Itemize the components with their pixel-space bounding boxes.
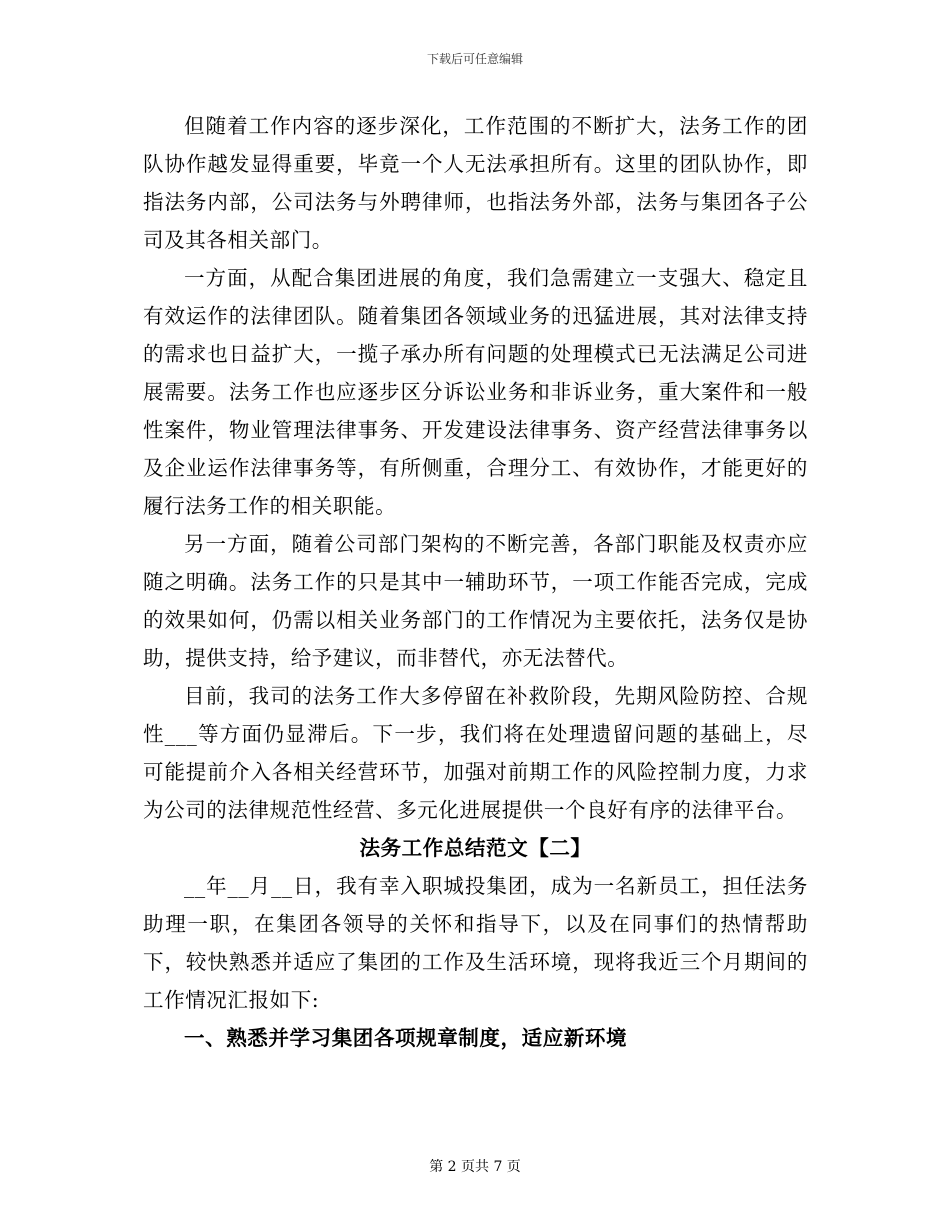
document-body (143, 107, 808, 1057)
page-number: 第 2 页共 7 页 (429, 1159, 521, 1175)
paragraph-team-collaboration: 但随着工作内容的逐步深化，工作范围的不断扩大，法务工作的团队协作越发显得重要，毕竟一个人无法承担所有。这里的团队协作，即指法务内部，公司法务与外聘律师，也指法务外部，法务与集团各子公司及其各相关部门。 (143, 114, 808, 252)
section-title: 法务工作总结范文【二】 (359, 836, 592, 860)
paragraph-group-development: 一方面，从配合集团进展的角度，我们急需建立一支强大、稳定且有效运作的法律团队。随着集团各领域业务的迅猛进展，其对法律支持的需求也日益扩大，一揽子承办所有问题的处理模式已无法满足公司进展需要。法务工作也应逐步区分诉讼业务和非诉业务，重大案件和一般性案件，物业管理法律事务、开发建设法律事务、资产经营法律事务以及企业运作法律事务等，有所侧重，合理分工、有效协作，才能更好的履行法务工作的相关职能。 (143, 266, 808, 518)
paragraph-current-status: 目前，我司的法务工作大多停留在补救阶段，先期风险防控、合规性___等方面仍显滞后。下一步，我们将在处理遗留问题的基础上，尽可能提前介入各相关经营环节，加强对前期工作的风险控制力度，力求为公司的法律规范性经营、多元化进展提供一个良好有序的法律平台。 (143, 684, 808, 822)
paragraph-department-structure: 另一方面，随着公司部门架构的不断完善，各部门职能及权责亦应随之明确。法务工作的只是其中一辅助环节，一项工作能否完成，完成的效果如何，仍需以相关业务部门的工作情况为主要依托，法务仅是协助，提供支持，给予建议，而非替代，亦无法替代。 (143, 532, 808, 670)
section-heading-1: 一、熟悉并学习集团各项规章制度，适应新环境 (184, 1026, 628, 1050)
page-header: 下载后可任意编辑 (426, 52, 523, 66)
paragraph-intro: __年__月__日，我有幸入职城投集团，成为一名新员工，担任法务助理一职，在集团各领导的关怀和指导下，以及在同事们的热情帮助下，较快熟悉并适应了集团的工作及生活环境，现将我近三个月期间的工作情况汇报如下: (143, 874, 808, 1012)
